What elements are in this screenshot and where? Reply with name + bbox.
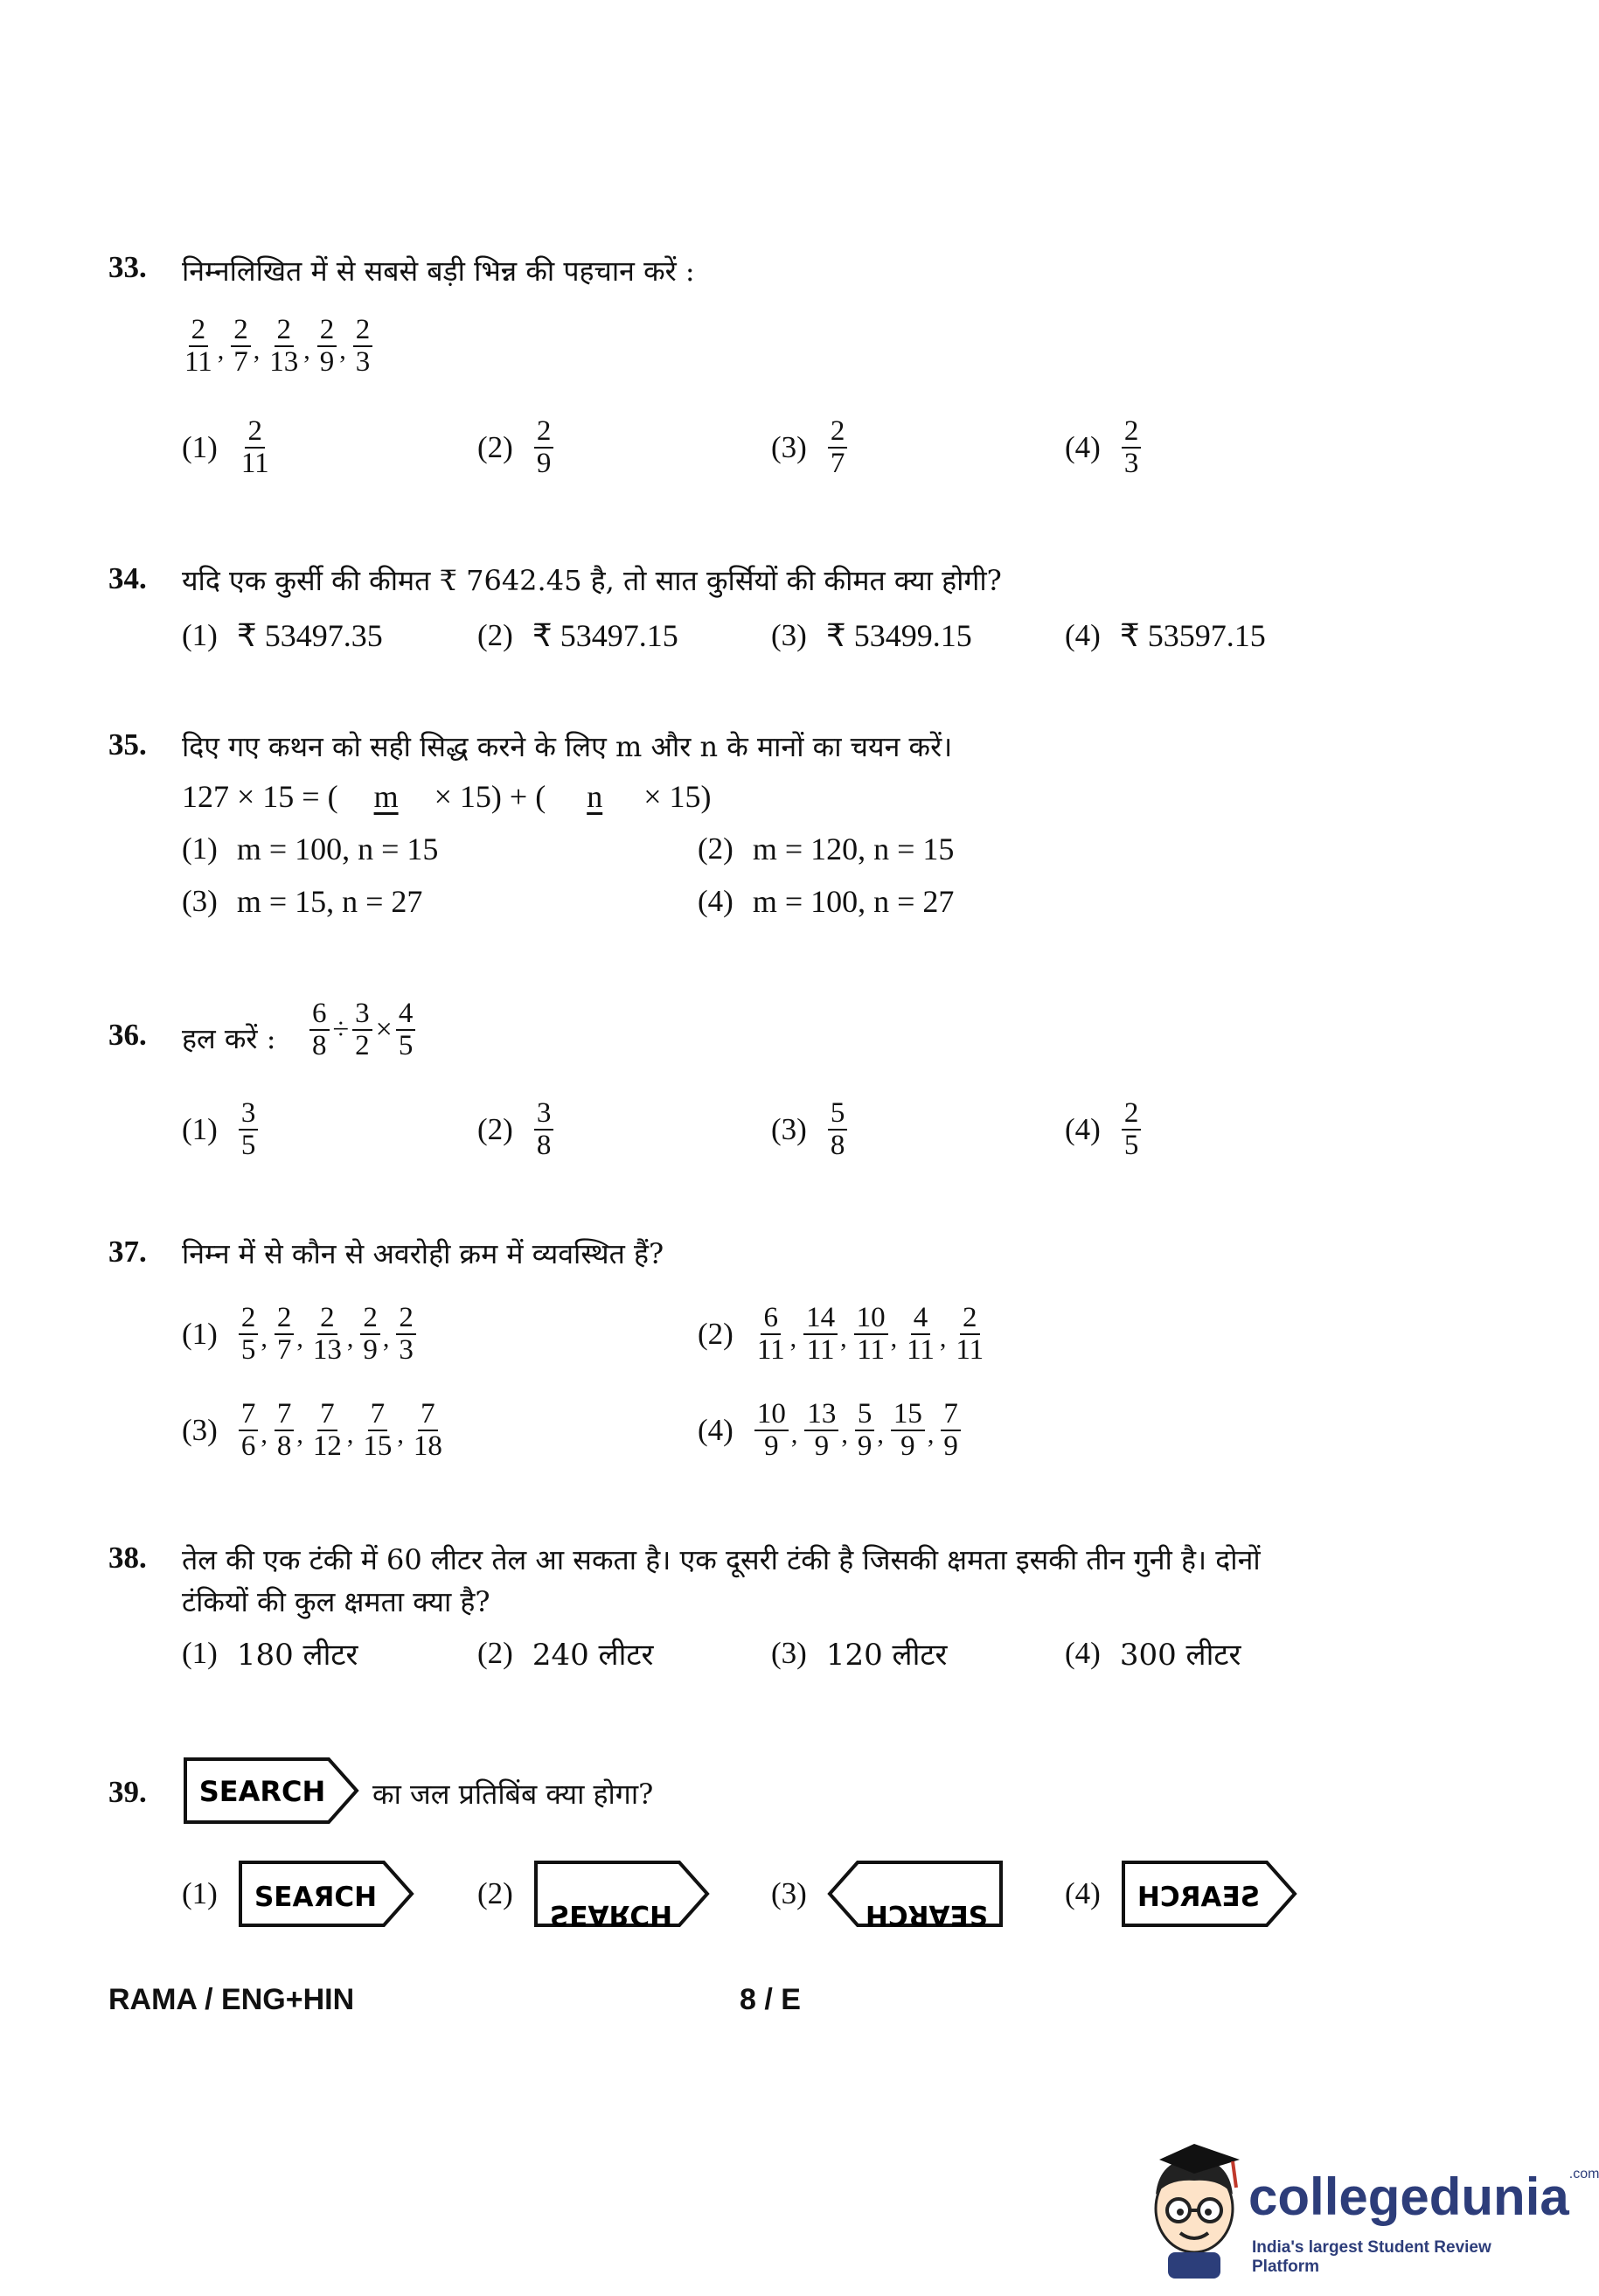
fraction: $\frac{3}{5}$ [239,1098,259,1160]
option-2[interactable]: (2) $\frac{3}{8}$ [477,1098,555,1160]
comma: , [840,1324,847,1353]
comma: , [346,1324,354,1353]
fraction: $\frac{7}{9}$ [941,1399,961,1461]
fraction: $\frac{2}{5}$ [239,1303,259,1365]
option-2[interactable]: (2) 240 लीटर [477,1636,654,1673]
option-1[interactable]: (1) $\frac{2}{5}$ , $\frac{2}{7}$ , $\frac{2}{13}$ , $\frac{2}{9}$ , $\frac{2}{3}$ [182,1303,418,1365]
option-1[interactable]: (1) $\frac{3}{5}$ [182,1098,260,1160]
fraction: $\frac{2}{9}$ [534,416,554,478]
comma: , [339,336,346,365]
fraction: $\frac{2}{7}$ [828,416,848,478]
page-number: 8 / E [740,1983,801,2016]
fraction-list [180,315,374,377]
question-text: यदि एक कुर्सी की कीमत ₹ 7642.45 है, तो सात कुर्सियों की कीमत क्या होगी? [182,564,1002,597]
option-2[interactable]: (2) SEARCH [477,1859,712,1929]
option-3[interactable]: (3) ₹ 53499.15 [771,618,972,653]
svg-text:SEARCH: SEARCH [549,1899,672,1931]
fraction: $\frac{3}{8}$ [534,1098,554,1160]
comma: , [877,1420,884,1449]
fraction: $\frac{2}{3}$ [396,1303,416,1365]
question-text-line2: टंकियों की कुल क्षमता क्या है? [182,1585,490,1618]
fraction: $\frac{4}{11}$ [907,1302,935,1366]
option-2[interactable]: (2) $\frac{2}{9}$ [477,416,555,478]
option-3[interactable]: (3) m = 15, n = 27 [182,884,423,919]
comma: , [890,1324,898,1353]
brand-name: collegedunia$^{.com}$ [1248,2167,1599,2226]
comma: , [296,1420,303,1449]
option-3[interactable]: (3) $\frac{7}{6}$ , $\frac{7}{8}$ , $\frac{7}{12}$ , $\frac{7}{15}$ , $\frac{7}{18}$ [182,1399,447,1461]
operator: × [375,1012,393,1046]
question-number: 38. [108,1541,147,1575]
fraction: $\frac{13}{9}$ [804,1399,838,1461]
question-number: 35. [108,727,147,762]
fraction: $\frac{7}{8}$ [275,1399,295,1461]
option-3[interactable]: (3) SEARCH [771,1859,1005,1929]
fraction: $\frac{6}{8}$ [309,998,330,1061]
question-text: निम्नलिखित में से सबसे बड़ी भिन्न की पहचान करें : [182,254,695,288]
question-number: 33. [108,250,147,284]
comma: , [253,336,261,365]
comma: , [382,1324,390,1353]
option-4[interactable]: (4) m = 100, n = 27 [698,884,955,919]
option-2[interactable]: (2) m = 120, n = 15 [698,831,955,866]
expression [308,998,417,1061]
fraction: $\frac{14}{11}$ [803,1303,838,1365]
option-3[interactable]: (3) 120 लीटर [771,1636,948,1673]
fraction: $\frac{3}{2}$ [352,998,372,1061]
question-text: का जल प्रतिबिंब क्या होगा? [372,1778,654,1811]
option-2[interactable]: (2) $\frac{6}{11}$ , $\frac{14}{11}$ , $\frac{10}{11}$ , $\frac{4}{11}$ , $\frac{2}{11}$ [698,1303,988,1365]
question-text: निम्न में से कौन से अवरोही क्रम में व्यवस्थित हैं? [182,1237,664,1270]
comma: , [397,1420,404,1449]
footer-code: RAMA / ENG+HIN [108,1983,355,2016]
option-1[interactable]: (1) $\frac{2}{11}$ [182,416,274,478]
comma: , [261,1420,268,1449]
comma: , [927,1420,935,1449]
equation: 127 × 15 = ( m × 15) + ( n × 15) [182,779,712,814]
brand-tagline: India's largest Student Review Platform [1252,2238,1491,2276]
fraction: $\frac{7}{18}$ [413,1398,442,1462]
fraction: $\frac{2}{7}$ [275,1303,295,1365]
question-text: तेल की एक टंकी में 60 लीटर तेल आ सकता है। एक दूसरी टंकी है जिसकी क्षमता इसकी तीन गुनी है। दोनों [182,1543,1261,1576]
fraction: $\frac{2}{3}$ [1122,416,1142,478]
option-1[interactable]: (1) ₹ 53497.35 [182,618,383,653]
option-4[interactable]: (4) $\frac{2}{5}$ [1065,1098,1143,1160]
fraction: $\frac{7}{15}$ [363,1398,393,1462]
fraction: $\frac{15}{9}$ [891,1399,925,1461]
comma: , [261,1324,268,1353]
fraction: $\frac{2}{13}$ [269,314,299,378]
comma: , [790,1420,798,1449]
fraction: $\frac{2}{11}$ [240,415,269,479]
comma: , [346,1420,354,1449]
option-1[interactable]: (1) SEAЯCH [182,1859,416,1929]
option-1-box [237,1859,416,1929]
fraction: $\frac{2}{3}$ [353,315,373,377]
fraction: $\frac{10}{11}$ [854,1303,888,1365]
fraction: $\frac{2}{13}$ [312,1302,342,1366]
brand-mascot [1142,2133,1247,2282]
fraction: $\frac{7}{6}$ [239,1399,259,1461]
fraction: $\frac{7}{12}$ [312,1398,342,1462]
option-2[interactable]: (2) ₹ 53497.15 [477,618,678,653]
option-1[interactable]: (1) 180 लीटर [182,1636,358,1673]
fraction: $\frac{2}{7}$ [231,315,251,377]
fraction: $\frac{2}{9}$ [317,315,337,377]
fraction: $\frac{5}{8}$ [828,1098,848,1160]
option-4[interactable]: (4) 300 लीटर [1065,1636,1241,1673]
question-number: 37. [108,1235,147,1269]
search-word: SEARCH [198,1775,326,1808]
fraction: $\frac{6}{11}$ [756,1302,785,1366]
option-4[interactable]: (4) SEARCH [1065,1859,1299,1929]
question-number: 36. [108,1018,147,1052]
fraction: $\frac{2}{9}$ [360,1303,380,1365]
option-4-box [1120,1859,1299,1929]
fraction: $\frac{2}{11}$ [956,1302,984,1366]
option-3[interactable]: (3) $\frac{5}{8}$ [771,1098,849,1160]
comma: , [939,1324,947,1353]
comma: , [296,1324,303,1353]
question-number: 34. [108,561,147,595]
option-1[interactable]: (1) m = 100, n = 15 [182,831,439,866]
comma: , [303,336,310,365]
option-3-box [826,1859,1005,1929]
svg-text:SEAЯCH: SEAЯCH [254,1882,377,1913]
question-text: हल करें : [182,1022,276,1055]
option-4[interactable]: (4) $\frac{2}{3}$ [1065,416,1143,478]
fraction: $\frac{4}{5}$ [396,998,416,1061]
svg-text:SEARCH: SEARCH [1137,1882,1260,1913]
question-text: दिए गए कथन को सही सिद्ध करने के लिए m और n के मानों का चयन करें। [182,730,953,763]
svg-text:SEARCH: SEARCH [865,1899,988,1931]
operator: ÷ [332,1012,350,1046]
comma: , [841,1420,848,1449]
option-4[interactable]: (4) ₹ 53597.15 [1065,618,1266,653]
fraction: $\frac{10}{9}$ [754,1399,789,1461]
fraction: $\frac{2}{5}$ [1122,1098,1142,1160]
comma: , [789,1324,797,1353]
fraction: $\frac{2}{11}$ [184,314,212,378]
fraction: $\frac{5}{9}$ [855,1399,875,1461]
comma: , [217,336,225,365]
search-box [182,1756,361,1826]
question-number: 39. [108,1775,147,1809]
option-2-box [532,1859,712,1929]
option-4[interactable]: (4) $\frac{10}{9}$ , $\frac{13}{9}$ , $\frac{5}{9}$ , $\frac{15}{9}$ , $\frac{7}{9}$ [698,1399,963,1461]
option-3[interactable]: (3) $\frac{2}{7}$ [771,416,849,478]
